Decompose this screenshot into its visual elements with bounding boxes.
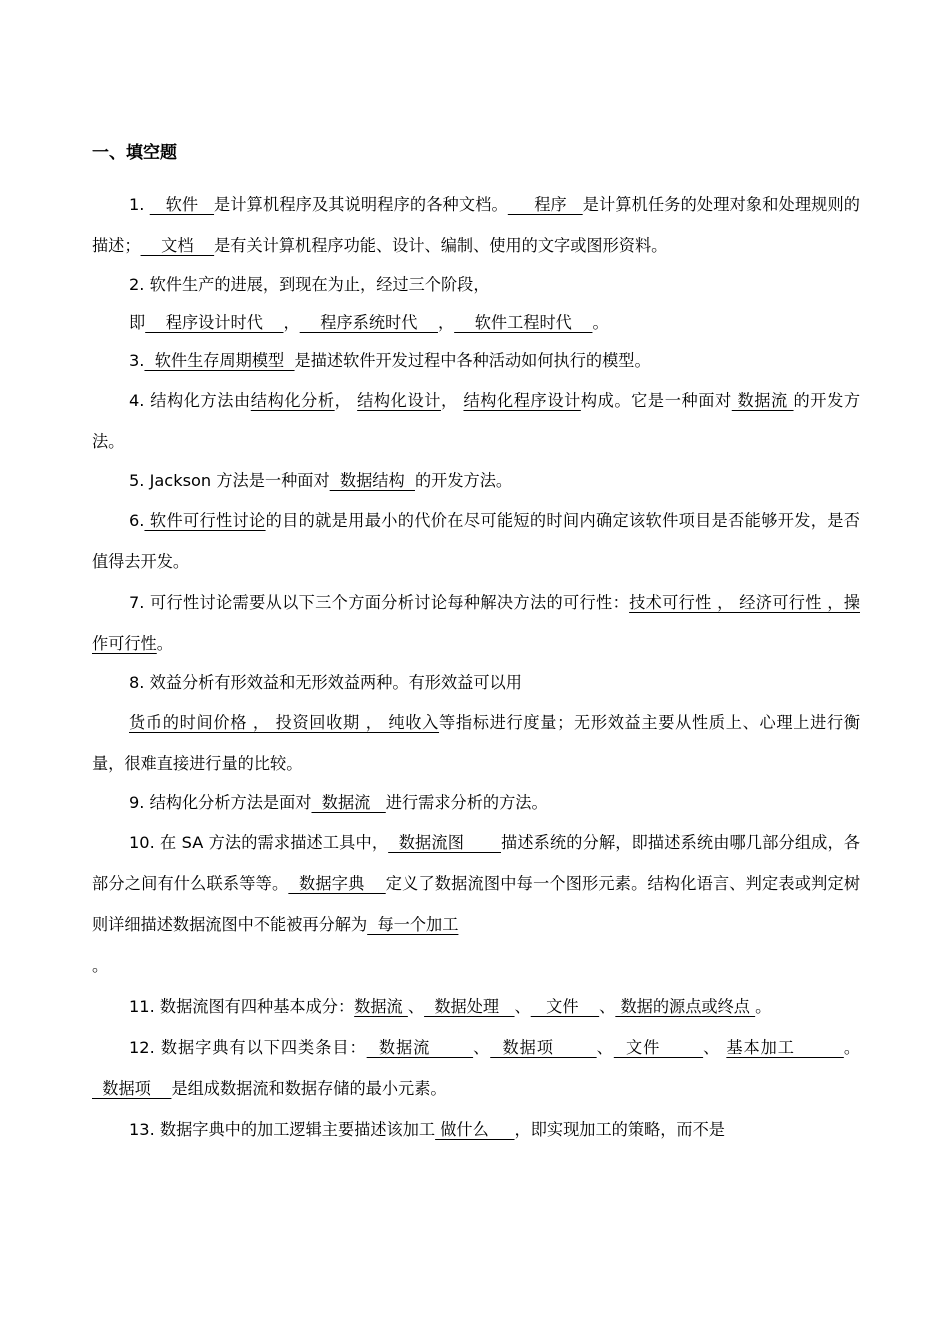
separator: 、 [473,1038,491,1057]
question-text: 数据流图有四种基本成分： [159,997,355,1016]
answer-blank: 软件生存周期模型 [144,351,295,370]
question-text: 描述系统的分解，即描述系统由哪几部分组成，各部分之间有什么联系等等。 [92,833,860,893]
question-number: 13. [129,1120,155,1139]
question-number: 8. [129,673,145,692]
question-8 [92,664,860,702]
question-text: 定义了数据流图中每一个图形元素。结构化语言、判定表或判定树则详细描述数据流图中不能被再分解为 [92,874,861,934]
answer-blank: 数据的源点或终点 [615,997,756,1016]
question-1 [92,184,860,266]
separator: ， [283,313,300,332]
question-12 [92,1027,860,1109]
separator: 、 [596,1038,614,1057]
question-number: 5. [129,471,145,490]
question-3 [92,342,860,380]
question-13 [92,1109,860,1150]
question-text: 。 [592,313,609,332]
question-list [92,184,860,1150]
question-text: 是组成数据流和数据存储的最小元素。 [171,1079,447,1098]
question-text: 等指标进行度量；无形效益主要从性质上、心理上进行衡量，很难直接进行量的比较。 [92,713,861,773]
question-text: 结构化分析方法是面对 [149,793,312,812]
question-9 [92,784,860,822]
question-10 [92,822,860,986]
separator: ， [334,391,358,410]
question-text: 结构化方法由 [150,391,251,410]
question-number: 3. [129,351,145,370]
question-text: 构成。它是一种面对 [580,391,732,410]
question-text: 的开发方法。 [414,471,513,490]
answer-blank: 数据流图 [388,833,501,852]
question-number: 10. [129,833,155,852]
question-text: ，即实现加工的策略，而不是 [514,1120,725,1139]
answer-blank: 数据项 [490,1038,597,1057]
separator: 、 [407,997,425,1016]
answer-blank: 软件工程时代 [454,313,593,332]
answer-blank: 基本加工 [726,1038,844,1057]
question-number: 2. [129,275,145,294]
answer-blank: 每一个加工 [367,915,459,934]
question-text: 。 [156,634,173,653]
question-text: Jackson 方法是一种面对 [149,471,330,490]
question-text: 软件生产的进展，到现在为止，经过三个阶段， [149,275,490,294]
separator: ， [440,391,464,410]
answer-blank: 货币的时间价格 ， 投资回收期 ， 纯收入 [129,713,440,732]
answer-blank: 数据结构 [329,471,415,490]
answer-blank: 软件 [149,195,215,214]
answer-blank: 结构化分析 [250,391,335,410]
question-text: 进行需求分析的方法。 [385,793,548,812]
question-text: 数据字典中的加工逻辑主要描述该加工 [159,1120,436,1139]
question-2 [92,266,860,304]
answer-blank: 文件 [530,997,600,1016]
answer-blank: 软件可行性讨论 [144,511,266,530]
question-8-continued [92,702,860,784]
section-title: 一、填空题 [92,143,177,163]
question-text: 效益分析有形效益和无形效益两种。有形效益可以用 [149,673,522,692]
question-text: 的开发方法。 [92,391,861,451]
question-7 [92,582,860,664]
answer-blank: 数据流 [311,793,386,812]
answer-blank: 程序 [507,195,583,214]
answer-blank: 程序设计时代 [145,313,284,332]
answer-blank: 结构化设计 [357,391,441,410]
question-text: 是计算机程序及其说明程序的各种文档。 [214,195,508,214]
question-11 [92,986,860,1027]
question-text: 是有关计算机程序功能、设计、编制、使用的文字或图形资料。 [214,236,668,255]
question-text: 。 [92,956,109,975]
answer-blank: 程序系统时代 [299,313,438,332]
question-number: 11. [129,997,155,1016]
question-number: 12. [129,1038,155,1057]
question-text: 即 [129,313,146,332]
answer-blank: 做什么 [435,1120,515,1139]
answer-blank: 数据流 [731,391,794,410]
question-2-continued [92,304,860,342]
question-text: 。 [755,997,772,1016]
question-text: 在 SA 方法的需求描述工具中， [160,833,389,852]
answer-blank: 数据流 [354,997,408,1016]
answer-blank: 数据项 [92,1079,172,1098]
answer-blank: 数据处理 [424,997,515,1016]
question-text: 是描述软件开发过程中各种活动如何执行的模型。 [294,351,651,370]
question-4 [92,380,860,462]
question-number: 9. [129,793,145,812]
answer-blank: 数据字典 [288,874,386,893]
separator: ， [437,313,455,332]
question-text: 是计算机任务的处理对象和处理规则的描述； [92,195,860,255]
question-text: 可行性讨论需要从以下三个方面分析讨论每种解决方法的可行性： [149,593,630,612]
question-text: 数据字典有以下四类条目： [160,1038,367,1057]
answer-blank: 结构化程序设计 [463,391,581,410]
question-text: 的目的就是用最小的代价在尽可能短的时间内确定该软件项目是否能够开发，是否值得去开发。 [92,511,860,571]
question-text: 。 [843,1038,861,1057]
answer-blank: 文档 [140,236,215,255]
question-number: 4. [129,391,145,410]
question-number: 6. [129,511,145,530]
answer-blank: 技术可行性 ， 经济可行性 ，操作可行性 [92,593,860,653]
question-5 [92,462,860,500]
question-6 [92,500,860,582]
question-number: 7. [129,593,145,612]
separator: 、 [599,997,616,1016]
separator: 、 [514,997,531,1016]
answer-blank: 数据流 [366,1038,474,1057]
separator: 、 [703,1038,721,1057]
question-number: 1. [129,195,145,214]
answer-blank: 文件 [613,1038,704,1057]
